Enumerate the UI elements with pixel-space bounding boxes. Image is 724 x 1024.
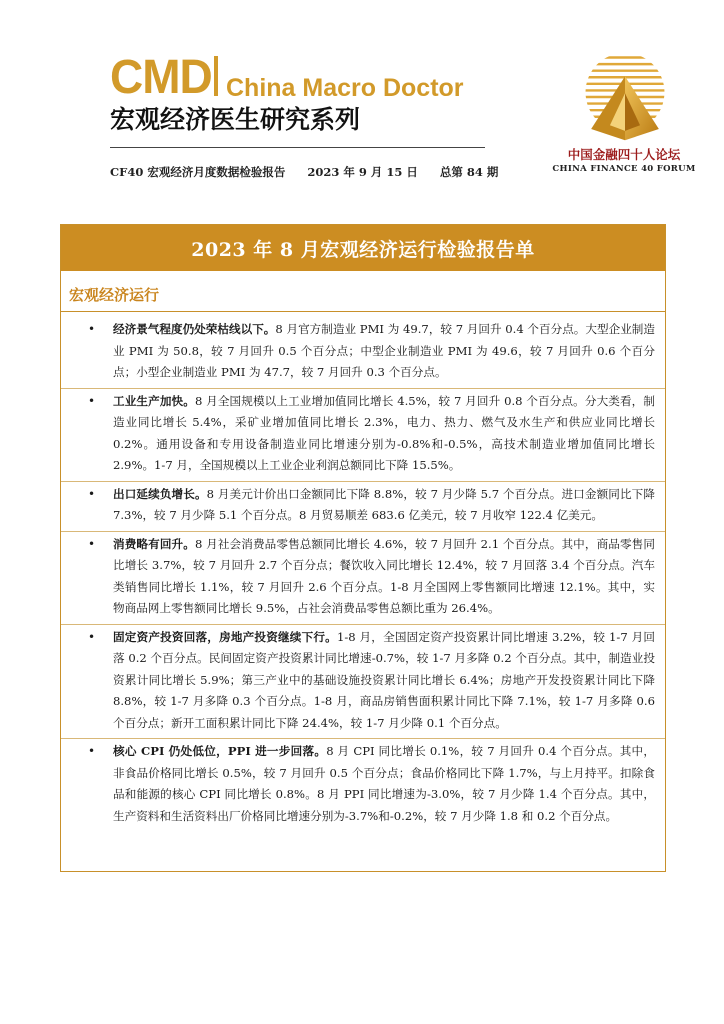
list-item <box>61 482 665 531</box>
item-text: 8 月 CPI 同比增长 0.1%，较 7 月回升 0.4 个百分点。其中，非食品价格同比增长 0.5%，较 7 月回升 0.5 个百分点；食品价格同比下降 1.7%，与上月持平。扣除食品和能源的核心 CPI 同比增长 0.8%。8 月 PPI 同比增速为-3.0%，较 7 月少降 1.4 个百分点。其中，生产资料和生活资料出厂价格同比增速分别为-3.7%和-0.2%，较 7 月少降 1.8 和 0.2 个百分点。 <box>113 744 655 823</box>
section-title: 宏观经济运行 <box>69 286 160 304</box>
item-lead: 核心 CPI 仍处低位，PPI 进一步回落。 <box>113 744 327 758</box>
forum-name-en: CHINA FINANCE 40 FORUM <box>552 164 696 174</box>
item-lead: 消费略有回升。 <box>113 536 195 551</box>
bullet-icon: • <box>88 322 96 336</box>
cmd-logo-name: China Macro Doctor <box>226 74 464 102</box>
report-title: 2023 年 8 月宏观经济运行检验报告单 <box>191 238 535 261</box>
list-item <box>61 389 665 481</box>
bullet-icon: • <box>88 629 96 644</box>
list-item <box>61 625 665 739</box>
forum-name-cn: 中国金融四十人论坛 <box>567 147 681 162</box>
logo-divider <box>214 56 218 96</box>
bullet-icon: • <box>88 486 96 501</box>
item-text: 8 月官方制造业 PMI 为 49.7，较 7 月回升 0.4 个百分点。大型企业制造业 PMI 为 50.8，较 7 月回升 0.5 个百分点；中型企业制造业 PMI 为 49.6，较 7 月回升 0.6 个百分点；小型企业制造业 PMI 为 47.7，较 7 月回升 0.3 个百分点。 <box>113 322 655 379</box>
cf40-forum-logo-icon <box>578 50 672 144</box>
list-item <box>61 532 665 624</box>
header-rule <box>110 147 485 148</box>
cmd-logo-abbr: CMD <box>110 48 212 104</box>
issue-date: 2023 年 9 月 15 日 <box>307 165 418 179</box>
item-lead: 经济景气程度仍处荣枯线以下。 <box>113 322 276 336</box>
item-lead: 出口延续负增长。 <box>113 486 207 501</box>
item-lead: 工业生产加快。 <box>113 393 195 408</box>
item-text: 8 月全国规模以上工业增加值同比增长 4.5%，较 7 月回升 0.8 个百分点。分大类看，制造业同比增长 5.4%，采矿业增加值同比增长 2.3%，电力、热力、燃气及水生产和供应业同比增长 0.2%。通用设备和专用设备制造业同比增速分别为-0.8%和-0.5%，高技术制造业增加值同比增长 2.9%。1-7 月，全国规模以上工业企业利润总额同比下降 15.5%。 <box>113 393 655 472</box>
issue-report-name: CF40 宏观经济月度数据检验报告 <box>110 165 286 179</box>
issue-line <box>110 164 516 180</box>
bullet-icon: • <box>88 744 96 758</box>
issue-number: 总第 84 期 <box>439 165 499 179</box>
item-text: 1-8 月，全国固定资产投资累计同比增速 3.2%，较 1-7 月回落 0.2 个百分点。民间固定资产投资累计同比增速-0.7%，较 1-7 月多降 0.2 个百分点。其中，制造业投资累计同比增长 5.9%；第三产业中的基础设施投资累计同比增长 6.4%；房地产开发投资累计同比下降 8.8%，较 1-7 月多降 0.3 个百分点。1-8 月，商品房销售面积累计同比下降 7.1%，较 1-7 月多降 0.6 个百分点；新开工面积累计同比下降 24.4%，较 1-7 月少降 0.1 个百分点。 <box>113 629 655 730</box>
item-lead: 固定资产投资回落，房地产投资继续下行。 <box>113 629 337 644</box>
bullet-icon: • <box>88 393 96 408</box>
item-text: 8 月社会消费品零售总额同比增长 4.6%，较 7 月回升 2.1 个百分点。其中，商品零售同比增长 3.7%，较 7 月回升 2.7 个百分点；餐饮收入同比增长 12.4%，较 7 月回落 3.4 个百分点。汽车类销售同比增长 1.1%，较 7 月回升 2.6 个百分点。1-8 月全国网上零售额同比增速 12.1%。其中，实物商品网上零售额同比增长 9.5%，占社会消费品零售总额比重为 26.4%。 <box>113 536 655 615</box>
item-text: 8 月美元计价出口金额同比下降 8.8%，较 7 月少降 5.7 个百分点。进口金额同比下降 7.3%，较 7 月少降 5.1 个百分点。8 月贸易顺差 683.6 亿美元，较 7 月收窄 122.4 亿美元。 <box>113 486 655 522</box>
list-item <box>61 317 665 388</box>
series-title: 宏观经济医生研究系列 <box>110 105 361 134</box>
list-item <box>61 739 665 831</box>
section-rule <box>61 311 665 312</box>
report-title-bar <box>61 225 665 271</box>
report-header <box>0 0 724 230</box>
report-items <box>61 317 665 831</box>
report-frame <box>60 224 666 872</box>
bullet-icon: • <box>88 536 96 551</box>
